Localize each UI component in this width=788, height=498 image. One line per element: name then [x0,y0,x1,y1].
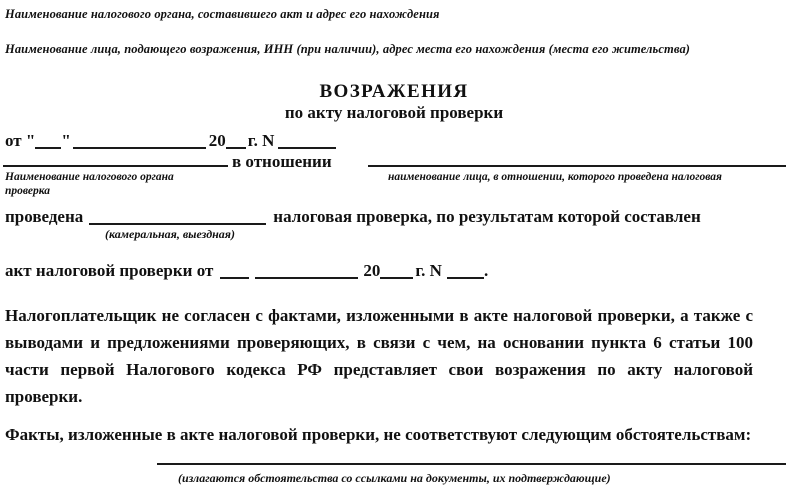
act-year-prefix: 20 [363,261,381,280]
act-line-period: . [483,261,489,280]
act-month-blank[interactable] [255,277,358,279]
act-year-suffix: г. N [415,261,442,280]
act-line [5,258,488,284]
date-line-year-prefix: 20 [208,131,226,150]
conducted-prefix: проведена [5,207,84,226]
relation-rule-right [368,165,786,167]
relation-rule-left [3,165,228,167]
act-day-blank[interactable] [220,277,249,279]
act-number-blank[interactable] [447,277,484,279]
relation-caption-left: Наименование налогового органа [5,171,174,183]
conducted-line [5,204,701,230]
date-line-prefix: от " [5,131,36,150]
header-caption-applicant: Наименование лица, подающего возражения, ИНН (при наличии), адрес места его нахождения (места его жительства) [5,42,691,56]
page-title: ВОЗРАЖЕНИЯ [319,81,469,102]
month-blank[interactable] [73,147,206,149]
act-year-blank[interactable] [380,277,413,279]
relation-caption-left-second: проверка [5,185,51,197]
circumstances-blank-rule[interactable] [157,463,786,465]
page-subtitle: по акту налоговой проверки [284,103,504,122]
date-line-year-suffix: г. N [247,131,275,150]
audit-type-blank[interactable] [89,223,266,225]
paragraph-facts: Факты, изложенные в акте налоговой проверки, не соответствуют следующим обстоятельствам: [5,425,752,444]
relation-label: в отношении [232,152,332,171]
conducted-caption: (камеральная, выездная) [105,227,235,241]
date-line-quote-close: " [61,131,71,150]
relation-caption-right: наименование лица, в отношении, которого проведена налоговая [388,171,722,183]
act-line-prefix: акт налоговой проверки от [5,261,214,280]
day-blank[interactable] [35,147,61,149]
conducted-suffix: налоговая проверка, по результатам которой составлен [273,207,701,226]
footer-caption: (излагаются обстоятельства со ссылками на документы, их подтверждающие) [178,471,611,485]
paragraph-disagreement: Налогоплательщик не согласен с фактами, изложенными в акте налоговой проверки, а также с выводами и предложениями проверяющих, в связи с чем, на основании пункта 6 статьи 100 части первой Налогового кодекса РФ представляет свои возражения по акту налоговой проверки. [5,306,753,406]
header-caption-tax-authority: Наименование налогового органа, составившего акт и адрес его нахождения [5,7,440,21]
